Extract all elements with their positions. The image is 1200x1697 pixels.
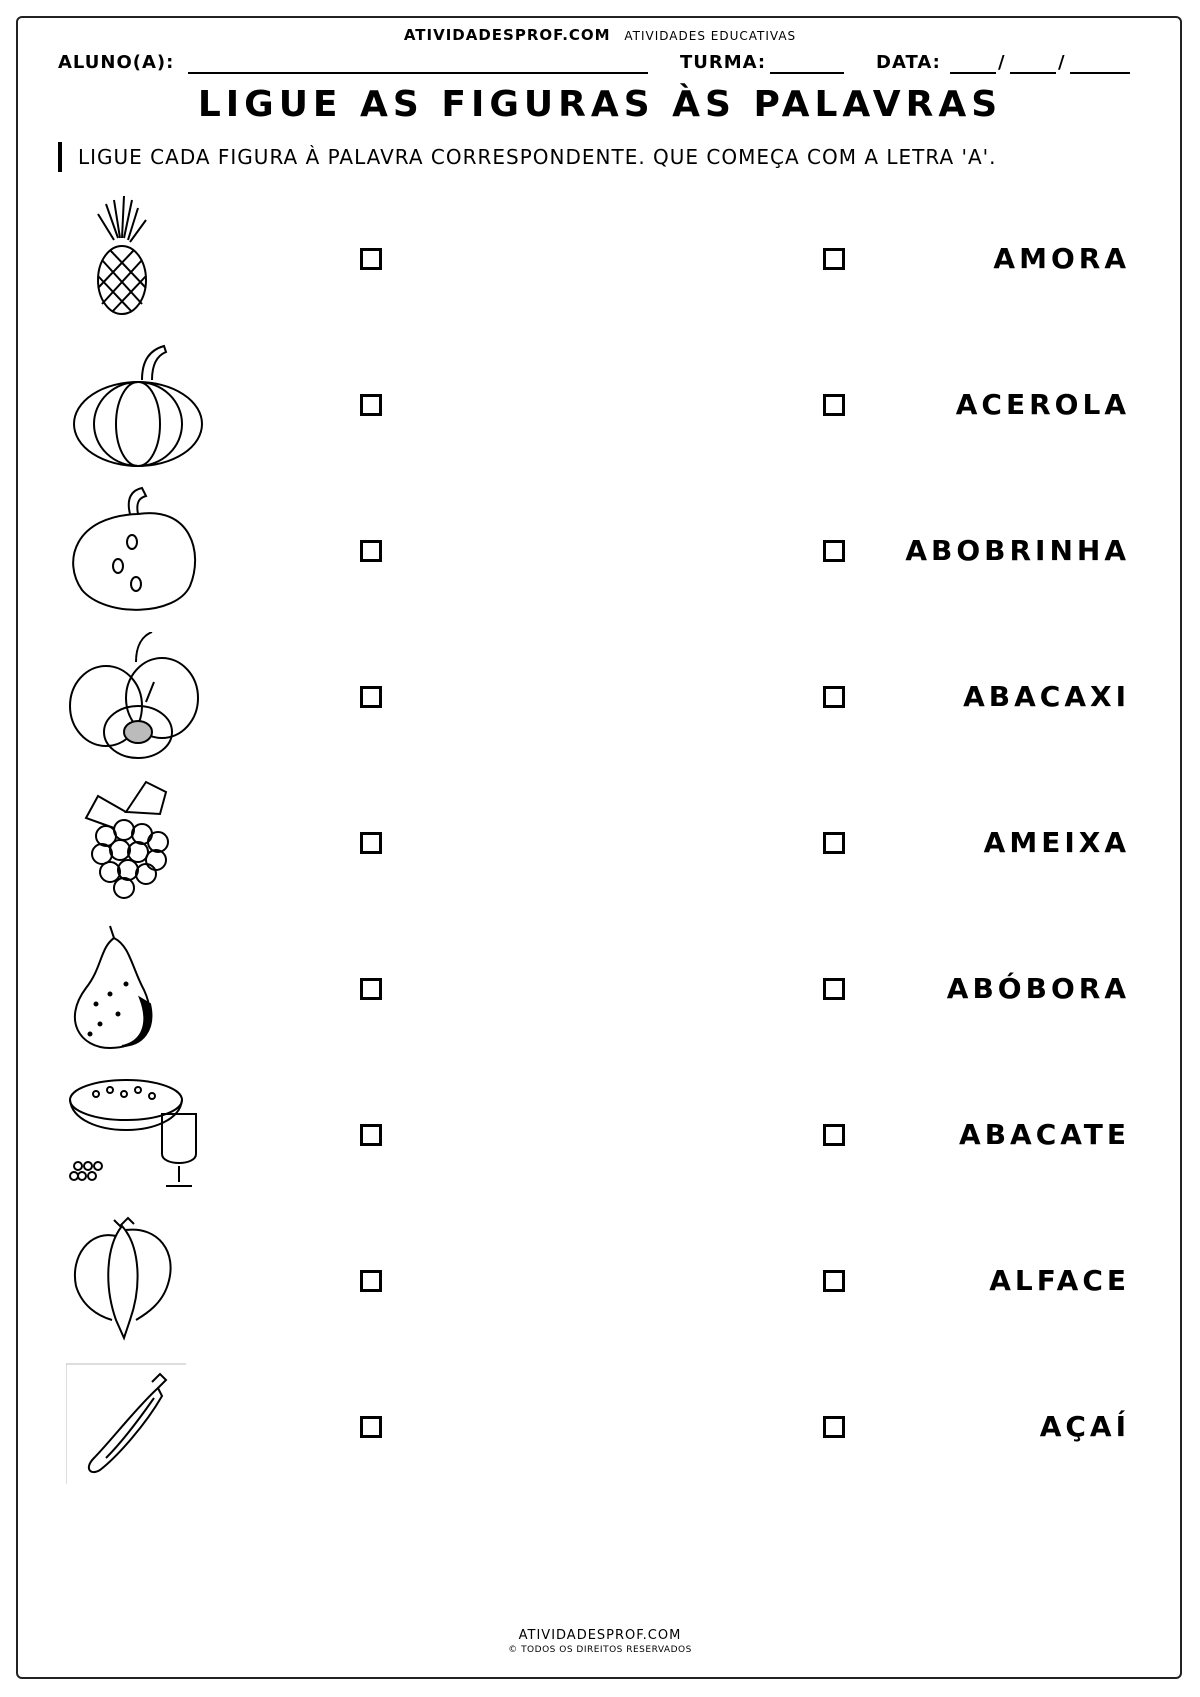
pineapple-icon [66,194,206,324]
acai-bowl-icon [66,1070,206,1200]
footer-rights: © TODOS OS DIREITOS RESERVADOS [508,1645,692,1655]
date-separator-1: / [998,52,1006,73]
student-fields [58,52,1148,78]
match-row [0,1070,1200,1200]
pear-avocado-icon [66,924,206,1054]
footer [0,1628,1200,1655]
student-name-line[interactable] [188,72,648,74]
right-checkbox[interactable] [823,540,845,562]
word-label: AMORA [993,242,1130,275]
zucchini-icon [66,1362,206,1492]
date-month-line[interactable] [1010,72,1056,74]
pumpkin-icon [66,340,206,470]
right-checkbox[interactable] [823,832,845,854]
brand-header [0,26,1200,44]
match-row [0,194,1200,324]
student-label: ALUNO(A): [58,52,175,73]
word-label: ABOBRINHA [905,534,1130,567]
left-checkbox[interactable] [360,832,382,854]
match-row [0,632,1200,762]
footer-site: ATIVIDADESPROF.COM [518,1628,682,1643]
blackberry-icon [66,778,206,908]
brand-tagline: ATIVIDADES EDUCATIVAS [624,29,797,43]
right-checkbox[interactable] [823,686,845,708]
avocado-icon [66,632,206,762]
date-label: DATA: [876,52,941,73]
right-checkbox[interactable] [823,394,845,416]
word-label: ABACATE [959,1118,1130,1151]
right-checkbox[interactable] [823,248,845,270]
class-label: TURMA: [680,52,767,73]
date-separator-2: / [1058,52,1066,73]
match-row [0,778,1200,908]
match-row [0,340,1200,470]
left-checkbox[interactable] [360,1124,382,1146]
match-row [0,1362,1200,1492]
left-checkbox[interactable] [360,394,382,416]
instruction-text: LIGUE CADA FIGURA À PALAVRA CORRESPONDENTE. QUE COMEÇA COM A LETRA 'A'. [58,142,997,172]
page-title: LIGUE AS FIGURAS ÀS PALAVRAS [197,84,1003,125]
left-checkbox[interactable] [360,1270,382,1292]
left-checkbox[interactable] [360,978,382,1000]
word-label: AÇAÍ [1039,1410,1130,1443]
class-line[interactable] [770,72,844,74]
date-year-line[interactable] [1070,72,1130,74]
word-label: AMEIXA [983,826,1130,859]
word-label: ABÓBORA [946,972,1130,1005]
right-checkbox[interactable] [823,1416,845,1438]
right-checkbox[interactable] [823,978,845,1000]
left-checkbox[interactable] [360,1416,382,1438]
left-checkbox[interactable] [360,540,382,562]
word-label: ACEROLA [955,388,1130,421]
left-checkbox[interactable] [360,686,382,708]
right-checkbox[interactable] [823,1270,845,1292]
word-label: ABACAXI [963,680,1130,713]
left-checkbox[interactable] [360,248,382,270]
brand-site: ATIVIDADESPROF.COM [403,26,611,44]
date-day-line[interactable] [950,72,996,74]
match-row [0,486,1200,616]
plum-icon [66,486,206,616]
match-row [0,1216,1200,1346]
match-row [0,924,1200,1054]
lettuce-icon [66,1216,206,1346]
right-checkbox[interactable] [823,1124,845,1146]
word-label: ALFACE [989,1264,1130,1297]
